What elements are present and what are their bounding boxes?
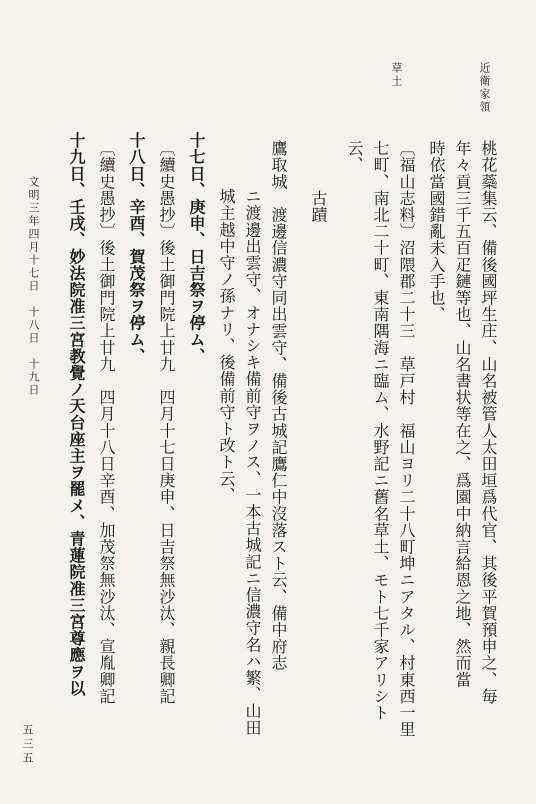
text-column: 桃花蘂集云、備後國坪生庄、山名被管人太田垣爲代官、其後平賀預申之、毎: [479, 140, 498, 705]
text-column: 時依當國錯亂未入手也、: [427, 140, 446, 323]
text-column: 鷹取城 渡邊信濃守同出雲守、備後古城記鷹仁中沒落スト云、備中府志: [269, 140, 288, 672]
text-column: 〔福山志料〕沼隈郡二十三 草戸村 福山ヨリ二十八町坤ニアタル、村東西一里: [397, 140, 416, 738]
footer-date-note: 文明三年四月十七日 十八日 十九日: [27, 176, 40, 397]
text-column: 城主越中守ノ孫ナリ、後備前守ト改ト云、: [217, 188, 236, 504]
text-column: ニ渡邊出雲守、オナシキ備前守ヲノス、一本古城記ニ信濃守名ハ繁、山田: [243, 188, 262, 736]
entry-heading: 十九日、壬戌、妙法院准三宮教覺ノ天台座主ヲ罷メ、青蓮院准三宮尊應ヲ以: [67, 132, 86, 697]
citation-column: 〔續史愚抄〕後土御門院上廿九 四月十七日庚申、日吉祭無沙汰、親長卿記: [157, 140, 176, 705]
running-title: 近衛家領: [478, 62, 491, 114]
entry-heading: 十七日、庚申、日吉祭ヲ停ム、: [187, 132, 206, 365]
section-title: 草土: [390, 62, 403, 88]
page-number: 五三五: [21, 724, 34, 766]
text-column: 云、: [345, 140, 364, 174]
citation-column: 〔續史愚抄〕後土御門院上廿九 四月十八日辛酉、加茂祭無沙汰、宣胤卿記: [97, 140, 116, 705]
subheading: 古蹟: [309, 190, 328, 224]
entry-heading: 十八日、辛酉、賀茂祭ヲ停ム、: [127, 132, 146, 365]
text-column: 年々貢三千五百疋鏈等也、山名書状等在之、爲園中納言給恩之地、然而當: [453, 140, 472, 688]
text-column: 七町、南北二十町、東南隅海ニ臨ム、水野記ニ舊名草土、モト七千家アリシト: [371, 140, 390, 721]
